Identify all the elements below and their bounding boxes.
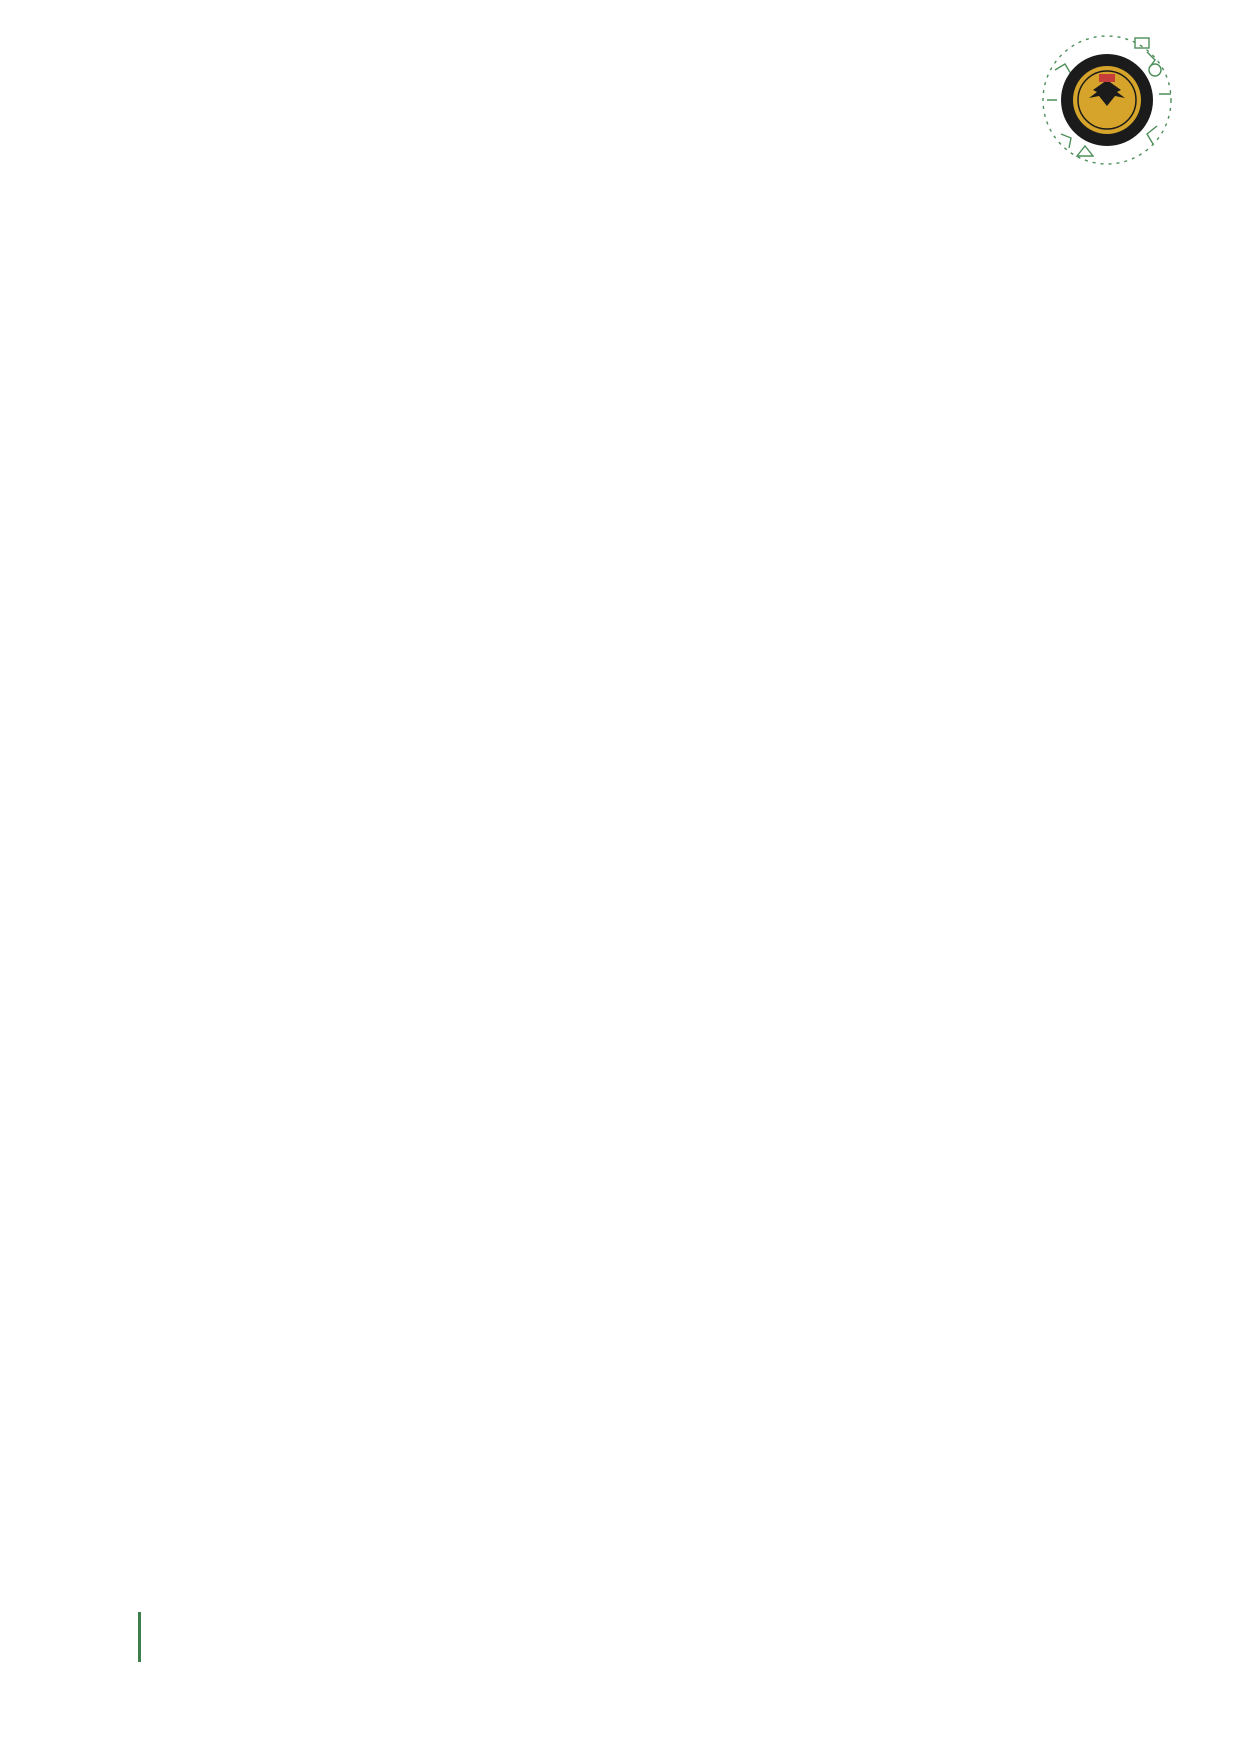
fra-seal-logo xyxy=(1037,30,1177,170)
footer-report-logo xyxy=(48,1604,358,1672)
footer-divider xyxy=(138,1612,141,1662)
footer-color-stripe xyxy=(372,1617,1241,1655)
header-color-stripe xyxy=(0,76,748,106)
